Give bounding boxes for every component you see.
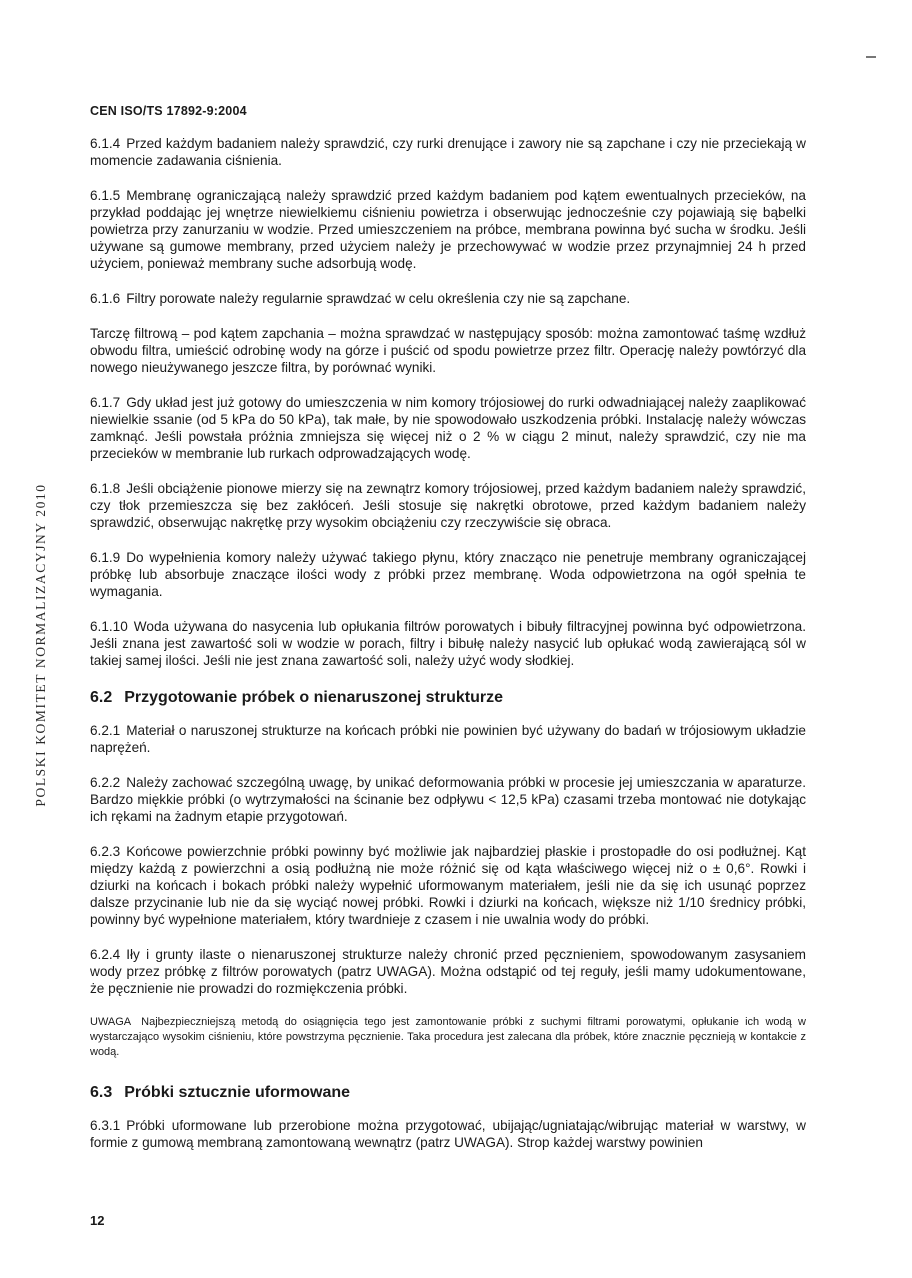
document-body — [90, 135, 806, 1169]
note-block — [90, 1015, 806, 1060]
section-title: Przygotowanie próbek o nienaruszonej strukturze — [124, 689, 503, 706]
subclause-group-63 — [90, 1117, 806, 1151]
document-header: CEN ISO/TS 17892-9:2004 — [90, 104, 247, 118]
paragraph-text: Końcowe powierzchnie próbki powinny być możliwie jak najbardziej płaskie i prostopadłe do osi podłużnej. Kąt między każdą z powierzchni a osią podłużną nie może różnić się od kąta właściwego więcej niż o ± 0,6°. Rowki i dziurki na końcach i bokach próbki należy wypełnić uformowanym materiałem, jeśli nie da się ich usunąć poprzez dalsze przycinanie lub nie da się wyciąć nowej próbki. Rowki i dziurki na końcach, większe niż 1/10 średnicy próbki, powinny być wypełnione materiałem, który twardnieje z czasem i nie uwalnia wody do próbki. — [90, 844, 806, 927]
paragraph-text: Filtry porowate należy regularnie sprawdzać w celu określenia czy nie są zapchane. — [126, 291, 631, 306]
note-label: UWAGA — [90, 1016, 132, 1028]
side-watermark — [28, 470, 54, 820]
paragraph — [90, 774, 806, 825]
paragraph — [90, 946, 806, 997]
clause-number: 6.2.1 — [90, 723, 121, 738]
paragraph-text: Membranę ograniczającą należy sprawdzić przed każdym badaniem pod kątem ewentualnych przecieków, na przykład poddając jej wnętrze niewielkiemu ciśnieniu powietrza i obserwując jednocześnie czy pojawiają się bąbelki powietrza przy zanurzaniu w wodzie. Przed umieszczeniem na próbce, membrana powinna być sucha w środku. Jeśli używane są gumowe membrany, przed użyciem należy je przechowywać w wodzie przez przynajmniej 24 h przed użyciem, ponieważ membrany suche adsorbują wodę. — [90, 188, 806, 271]
paragraph-text: Próbki uformowane lub przerobione można przygotować, ubijając/ugniatając/wibrując materiał w warstwy, w formie z gumową membraną zamontowaną wewnątrz (patrz UWAGA). Strop każdej warstwy powinien — [90, 1118, 806, 1150]
paragraph-text: Iły i grunty ilaste o nienaruszonej strukturze należy chronić przed pęcznieniem, spowodowanym zasysaniem wody przez próbkę z filtrów porowatych (patrz UWAGA). Można odstąpić od tej reguły, jeśli mamy udokumentowane, że pęcznienie nie prowadzi do rozmiękczenia próbki. — [90, 947, 806, 996]
paragraph — [90, 290, 806, 307]
paragraph — [90, 618, 806, 669]
paragraph — [90, 549, 806, 600]
clause-number: 6.1.8 — [90, 481, 121, 496]
paragraph-text: Jeśli obciążenie pionowe mierzy się na zewnątrz komory trójosiowej, przed każdym badaniem należy sprawdzić, czy tłok przemieszcza się bez zakłóceń. Jeśli stosuje się nakrętki obrotowe, przed każdym badaniem należy sprawdzić, obserwując nakrętkę przy wysokim obciążeniu czy rzeczywiście się obraca. — [90, 481, 806, 530]
section-number: 6.2 — [90, 689, 113, 706]
paragraph-text: Przed każdym badaniem należy sprawdzić, czy rurki drenujące i zawory nie są zapchane i czy nie przeciekają w momencie zadawania ciśnienia. — [90, 136, 806, 168]
clause-number: 6.1.5 — [90, 188, 121, 203]
section-heading-6-3 — [90, 1084, 806, 1101]
clause-number: 6.1.9 — [90, 550, 121, 565]
paragraph — [90, 394, 806, 462]
section-number: 6.3 — [90, 1084, 113, 1101]
clause-number: 6.3.1 — [90, 1118, 121, 1133]
paragraph-text: Materiał o naruszonej strukturze na końcach próbki nie powinien być używany do badań w trójosiowym układzie naprężeń. — [90, 723, 806, 755]
paragraph-text: Do wypełnienia komory należy używać takiego płynu, który znacząco nie penetruje membrany ograniczającej próbkę lub absorbuje znaczące ilości wody z próbki przez membranę. Woda odpowietrzona na ogół spełnia te wymagania. — [90, 550, 806, 599]
paragraph-text: Tarczę filtrową – pod kątem zapchania – można sprawdzać w następujący sposób: można zamontować taśmę wzdłuż obwodu filtra, umieścić odrobinę wody na górze i puścić od spodu powietrze przez filtr. Operację należy powtórzyć dla nowego nieużywanego jeszcze filtra, by porównać wyniki. — [90, 326, 806, 375]
clause-number: 6.1.4 — [90, 136, 121, 151]
page-number: 12 — [90, 1213, 105, 1228]
clause-number: 6.1.10 — [90, 619, 128, 634]
clause-number: 6.1.6 — [90, 291, 121, 306]
subclause-group-61 — [90, 135, 806, 669]
paragraph — [90, 135, 806, 169]
side-watermark-text: POLSKI KOMITET NORMALIZACYJNY 2010 — [33, 483, 48, 807]
paragraph — [90, 1117, 806, 1151]
scan-artifact — [866, 56, 876, 58]
paragraph — [90, 480, 806, 531]
paragraph-text: Należy zachować szczególną uwagę, by unikać deformowania próbki w procesie jej umieszczania w aparaturze. Bardzo miękkie próbki (o wytrzymałości na ścinanie bez odpływu < 12,5 kPa) czasami trzeba montować nie dotykając ich rękami na żadnym etapie przygotowań. — [90, 775, 806, 824]
paragraph — [90, 187, 806, 272]
clause-number: 6.1.7 — [90, 395, 121, 410]
clause-number: 6.2.2 — [90, 775, 121, 790]
paragraph — [90, 722, 806, 756]
section-heading-6-2 — [90, 689, 806, 706]
clause-number: 6.2.4 — [90, 947, 121, 962]
paragraph — [90, 843, 806, 928]
clause-number: 6.2.3 — [90, 844, 121, 859]
paragraph-text: Woda używana do nasycenia lub opłukania filtrów porowatych i bibuły filtracyjnej powinna być odpowietrzona. Jeśli znana jest zawartość soli w wodzie w porach, filtry i bibułę należy nasycić lub opłukać wodą zawierającą sól w takiej samej ilości. Jeśli nie jest znana zawartość soli, należy użyć wody słodkiej. — [90, 619, 806, 668]
subclause-group-62 — [90, 722, 806, 997]
section-title: Próbki sztucznie uformowane — [124, 1084, 351, 1101]
note-text: Najbezpieczniejszą metodą do osiągnięcia tego jest zamontowanie próbki z suchymi filtrami porowatymi, opłukanie ich wodą w wystarczająco wysokim ciśnieniu, które powstrzyma pęcznienie. Taka procedura jest zalecana dla próbek, które znacznie pęcznieją w kontakcie z wodą. — [90, 1016, 806, 1058]
paragraph — [90, 325, 806, 376]
paragraph-text: Gdy układ jest już gotowy do umieszczenia w nim komory trójosiowej do rurki odwadniającej należy zaaplikować niewielkie ssanie (od 5 kPa do 50 kPa), tak małe, by nie spowodowało uszkodzenia próbki. Instalację należy wówczas zamknąć. Jeśli powstała próżnia zmniejsza się więcej niż o 2 % w ciągu 2 minut, należy sprawdzić, czy nie ma przecieków w membranie lub rurkach odprowadzających wodę. — [90, 395, 806, 461]
